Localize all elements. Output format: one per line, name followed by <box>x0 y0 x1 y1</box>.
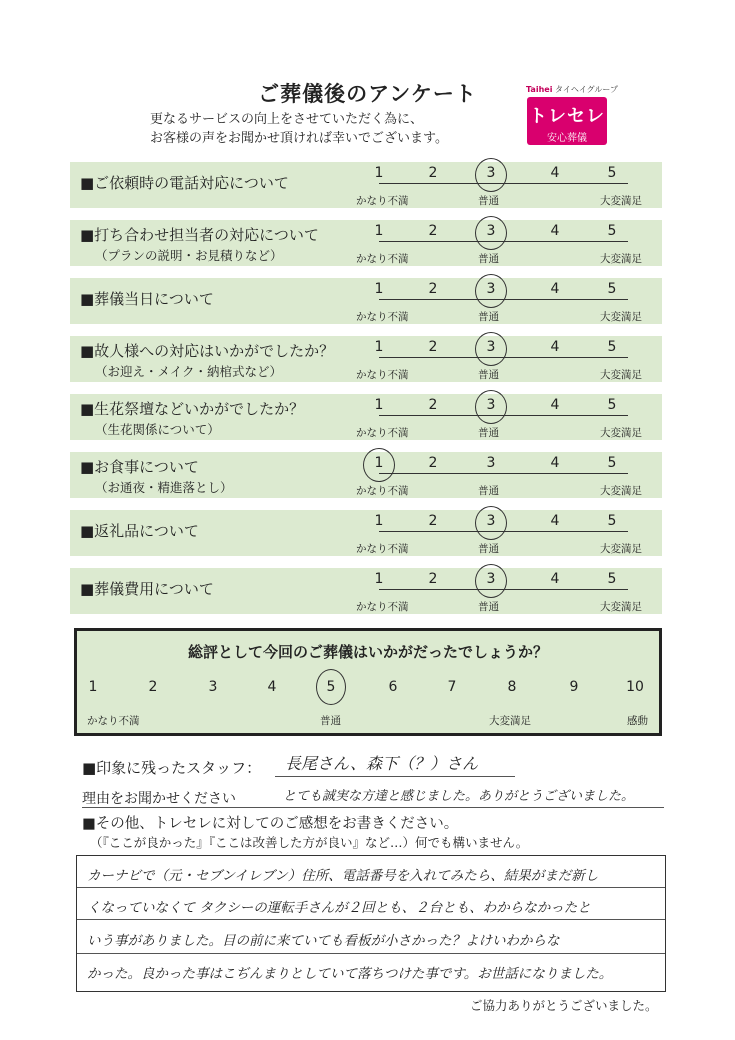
subtitle-line-2: お客様の声をお聞かせ頂ければ幸いでございます。 <box>150 131 448 146</box>
other-label: ■その他、トレセレに対してのご感想をお書きください。 <box>82 816 459 832</box>
scale-label-mid: 普通 <box>478 427 499 439</box>
scale-label-low: かなり不満 <box>356 253 409 265</box>
overall-option-1[interactable]: 1 <box>88 679 98 695</box>
scale-option-2[interactable]: 2 <box>428 165 438 181</box>
selected-circle-mark <box>475 332 507 366</box>
scale-option-3[interactable]: 3 <box>486 571 496 587</box>
scale-option-2[interactable]: 2 <box>428 281 438 297</box>
overall-option-3[interactable]: 3 <box>208 679 218 695</box>
brand-logo <box>527 97 607 145</box>
question-title: ■生花祭壇などいかがでしたか？ <box>80 400 305 418</box>
scale-option-5[interactable]: 5 <box>607 397 617 413</box>
comment-line-4: かった。良かった事はこぢんまりとしていて落ちつけた事です。お世話になりました。 <box>87 966 613 982</box>
subtitle-line-1: 更なるサービスの向上をさせていただく為に、 <box>150 112 424 127</box>
comment-line-3: いう事がありました。目の前に来ていても看板が小さかった？よけいわからな <box>87 933 560 949</box>
overall-option-6[interactable]: 6 <box>388 679 398 695</box>
scale-option-1[interactable]: 1 <box>374 571 384 587</box>
scale-option-4[interactable]: 4 <box>550 513 560 529</box>
overall-label-top: 感動 <box>627 715 648 727</box>
selected-circle-mark <box>475 274 507 308</box>
footer-thanks: ご協力ありがとうございました。 <box>470 998 658 1013</box>
scale-option-5[interactable]: 5 <box>607 281 617 297</box>
selected-circle-mark <box>475 506 507 540</box>
scale-option-5[interactable]: 5 <box>607 513 617 529</box>
scale-option-5[interactable]: 5 <box>607 165 617 181</box>
scale-option-4[interactable]: 4 <box>550 223 560 239</box>
scale-option-3[interactable]: 3 <box>486 281 496 297</box>
comment-rule <box>77 953 665 954</box>
comment-line-1: カーナビで（元・セブンイレブン）住所、電話番号を入れてみたら、結果がまだ新し <box>87 868 599 884</box>
scale-label-high: 大変満足 <box>600 253 642 265</box>
scale-option-5[interactable]: 5 <box>607 339 617 355</box>
scale-label-mid: 普通 <box>478 601 499 613</box>
group-logo <box>526 84 666 95</box>
reason-label: 理由をお聞かせください <box>82 791 236 807</box>
comment-line-2: くなっていなくて タクシーの運転手さんが２回とも、２台とも、わからなかったと <box>87 900 591 916</box>
overall-title: 総評として今回のご葬儀はいかがだったでしょうか？ <box>187 643 548 661</box>
question-subtitle: （プランの説明・お見積りなど） <box>95 248 283 263</box>
brand-tagline: 安心葬儀 <box>547 133 587 144</box>
overall-option-2[interactable]: 2 <box>148 679 158 695</box>
scale-option-2[interactable]: 2 <box>428 397 438 413</box>
scale-option-4[interactable]: 4 <box>550 339 560 355</box>
scale-label-mid: 普通 <box>478 253 499 265</box>
selected-circle-mark <box>363 448 395 482</box>
staff-label: ■印象に残ったスタッフ： <box>82 759 262 777</box>
scale-option-4[interactable]: 4 <box>550 281 560 297</box>
scale-option-3[interactable]: 3 <box>486 339 496 355</box>
overall-option-4[interactable]: 4 <box>267 679 277 695</box>
question-subtitle: （お通夜・精進落とし） <box>95 480 233 495</box>
question-title: ■ご依頼時の電話対応について <box>80 174 289 192</box>
scale-option-2[interactable]: 2 <box>428 339 438 355</box>
question-subtitle: （お迎え・メイク・納棺式など） <box>95 364 283 379</box>
comment-box <box>76 855 666 992</box>
overall-label-low: かなり不満 <box>87 715 140 727</box>
scale-label-low: かなり不満 <box>356 601 409 613</box>
scale-label-low: かなり不満 <box>356 543 409 555</box>
question-title: ■お食事について <box>80 458 199 476</box>
scale-option-4[interactable]: 4 <box>550 397 560 413</box>
selected-circle-mark <box>475 216 507 250</box>
staff-underline <box>275 776 515 777</box>
scale-option-4[interactable]: 4 <box>550 455 560 471</box>
scale-label-high: 大変満足 <box>600 195 642 207</box>
question-title: ■返礼品について <box>80 522 199 540</box>
question-title: ■打ち合わせ担当者の対応について <box>80 226 319 244</box>
group-text: タイヘイグループ <box>554 85 619 94</box>
scale-label-mid: 普通 <box>478 369 499 381</box>
staff-answer: 長尾さん、森下（？）さん <box>285 754 478 773</box>
scale-option-1[interactable]: 1 <box>374 513 384 529</box>
question-title: ■故人様への対応はいかがでしたか？ <box>80 342 335 360</box>
scale-option-2[interactable]: 2 <box>428 513 438 529</box>
scale-option-3[interactable]: 3 <box>486 223 496 239</box>
selected-circle-mark <box>475 390 507 424</box>
scale-label-high: 大変満足 <box>600 601 642 613</box>
scale-label-mid: 普通 <box>478 485 499 497</box>
scale-label-low: かなり不満 <box>356 485 409 497</box>
scale-label-mid: 普通 <box>478 543 499 555</box>
scale-option-1[interactable]: 1 <box>374 455 384 471</box>
scale-label-low: かなり不満 <box>356 369 409 381</box>
overall-option-8[interactable]: 8 <box>507 679 517 695</box>
scale-label-mid: 普通 <box>478 195 499 207</box>
other-hint: （『ここが良かった』『ここは改善した方が良い』など…）何でも構いません。 <box>90 835 529 850</box>
question-title: ■葬儀当日について <box>80 290 214 308</box>
page-subtitle <box>150 110 530 148</box>
scale-option-3[interactable]: 3 <box>486 455 496 471</box>
overall-label-mid: 普通 <box>320 715 341 727</box>
scale-option-5[interactable]: 5 <box>607 571 617 587</box>
page-title: ご葬儀後のアンケート <box>258 82 477 106</box>
scale-label-high: 大変満足 <box>600 311 642 323</box>
overall-option-9[interactable]: 9 <box>569 679 579 695</box>
group-brand: Taihei <box>526 85 553 94</box>
reason-answer: とても誠実な方達と感じました。ありがとうございました。 <box>283 789 635 804</box>
overall-option-7[interactable]: 7 <box>447 679 457 695</box>
brand-name: トレセレ <box>529 106 605 127</box>
scale-option-4[interactable]: 4 <box>550 165 560 181</box>
scale-option-3[interactable]: 3 <box>486 397 496 413</box>
overall-option-10[interactable]: 10 <box>626 679 644 695</box>
overall-rating-box <box>74 628 662 736</box>
scale-option-5[interactable]: 5 <box>607 455 617 471</box>
scale-option-4[interactable]: 4 <box>550 571 560 587</box>
comment-rule <box>77 919 665 920</box>
scale-option-1[interactable]: 1 <box>374 397 384 413</box>
scale-label-low: かなり不満 <box>356 311 409 323</box>
selected-circle-mark <box>475 564 507 598</box>
overall-selected-circle-mark <box>316 669 346 705</box>
scale-label-low: かなり不満 <box>356 427 409 439</box>
scale-option-1[interactable]: 1 <box>374 223 384 239</box>
scale-option-2[interactable]: 2 <box>428 223 438 239</box>
scale-option-2[interactable]: 2 <box>428 571 438 587</box>
scale-option-2[interactable]: 2 <box>428 455 438 471</box>
question-title: ■葬儀費用について <box>80 580 214 598</box>
scale-label-high: 大変満足 <box>600 543 642 555</box>
scale-label-mid: 普通 <box>478 311 499 323</box>
overall-option-5[interactable]: 5 <box>326 679 336 695</box>
scale-option-3[interactable]: 3 <box>486 165 496 181</box>
comment-rule <box>77 887 665 888</box>
question-subtitle: （生花関係について） <box>95 422 220 437</box>
scale-option-1[interactable]: 1 <box>374 165 384 181</box>
scale-label-low: かなり不満 <box>356 195 409 207</box>
scale-label-high: 大変満足 <box>600 369 642 381</box>
scale-option-1[interactable]: 1 <box>374 281 384 297</box>
selected-circle-mark <box>475 158 507 192</box>
scale-label-high: 大変満足 <box>600 485 642 497</box>
overall-label-high: 大変満足 <box>489 715 531 727</box>
scale-line <box>379 473 628 474</box>
scale-option-1[interactable]: 1 <box>374 339 384 355</box>
scale-label-high: 大変満足 <box>600 427 642 439</box>
scale-option-5[interactable]: 5 <box>607 223 617 239</box>
reason-underline <box>82 807 664 808</box>
scale-option-3[interactable]: 3 <box>486 513 496 529</box>
